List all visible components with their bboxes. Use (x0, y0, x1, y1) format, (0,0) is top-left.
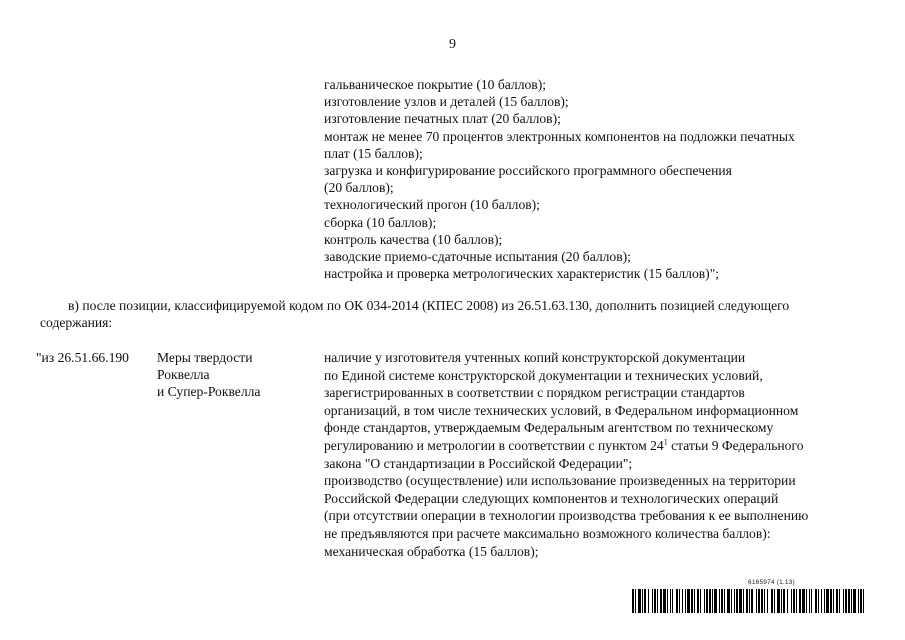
barcode-bar (709, 589, 711, 613)
requirement-line-with-footnote (324, 437, 869, 455)
barcode-bar (863, 589, 864, 613)
barcode-bar (704, 589, 705, 613)
barcode-bar (848, 589, 850, 613)
requirement-line: не предъявляются при расчете максимально возможного количества баллов): (324, 525, 771, 541)
barcode-bar (632, 589, 634, 613)
barcode-bar (758, 589, 760, 613)
barcode-bar (719, 589, 720, 613)
list-item: настройка и проверка метрологических характеристик (15 баллов)"; (324, 266, 720, 282)
barcode-bar (644, 589, 646, 613)
list-item: заводские приемо-сдаточные испытания (20 баллов); (324, 249, 631, 265)
requirement-line: фонде стандартов, утверждаемым Федеральным агентством по техническому (324, 420, 774, 436)
barcode-bar (771, 589, 773, 613)
list-item: плат (15 баллов); (324, 145, 423, 161)
list-item: сборка (10 баллов); (324, 214, 437, 230)
barcode-bar (712, 589, 713, 613)
product-name-line: Роквелла (157, 367, 210, 383)
barcode-bar (706, 589, 708, 613)
barcode-bar (811, 589, 812, 613)
criteria-list (324, 76, 864, 282)
requirement-line: зарегистрированных в соответствии с порядком регистрации стандартов (324, 385, 745, 401)
list-item: изготовление печатных плат (20 баллов); (324, 111, 561, 127)
barcode-bar (682, 589, 683, 613)
barcode-bar (836, 589, 838, 613)
barcode-bar (642, 589, 643, 613)
list-item: монтаж не менее 70 процентов электронных компонентов на подложки печатных (324, 128, 795, 144)
paragraph-line: в) после позиции, классифицируемой кодом по ОК 034-2014 (КПЕС 2008) из 26.51.63.130, дополнить позицией следующего (68, 298, 790, 313)
barcode-bar (821, 589, 822, 613)
requirement-line: механическая обработка (15 баллов); (324, 543, 539, 559)
barcode-bar (635, 589, 636, 613)
barcode-bar (685, 589, 686, 613)
barcode-bar (724, 589, 725, 613)
barcode-bar (839, 589, 840, 613)
barcode-bar (777, 589, 780, 613)
barcode-bar (652, 589, 653, 613)
barcode-bar (676, 589, 678, 613)
amendment-paragraph (40, 297, 880, 331)
barcode-bar (756, 589, 757, 613)
barcode-bar (672, 589, 673, 613)
barcode-bar (858, 589, 859, 613)
barcode-bar (787, 589, 788, 613)
list-item: изготовление узлов и деталей (15 баллов); (324, 94, 569, 110)
barcode (632, 589, 864, 613)
document-id: 6165974 (1.13) (748, 579, 795, 586)
barcode-bar (736, 589, 738, 613)
barcode-bar (824, 589, 825, 613)
barcode-bar (843, 589, 844, 613)
list-item: контроль качества (10 баллов); (324, 231, 503, 247)
barcode-bar (727, 589, 730, 613)
barcode-bar (670, 589, 671, 613)
barcode-bar (691, 589, 693, 613)
list-item: гальваническое покрытие (10 баллов); (324, 77, 547, 92)
barcode-bar (654, 589, 656, 613)
barcode-bar (648, 589, 649, 613)
barcode-bar (774, 589, 775, 613)
requirement-line: организаций, в том числе технических условий, в Федеральном информационном (324, 402, 799, 418)
barcode-bar (746, 589, 748, 613)
barcode-bar (679, 589, 680, 613)
barcode-bar (791, 589, 792, 613)
requirement-line: наличие у изготовителя учтенных копий конструкторской документации (324, 350, 746, 365)
barcode-bar (830, 589, 832, 613)
barcode-bar (700, 589, 701, 613)
requirement-line: по Единой системе конструкторской документации и технических условий, (324, 367, 763, 383)
barcode-bar (764, 589, 765, 613)
barcode-bar (739, 589, 742, 613)
barcode-bar (783, 589, 785, 613)
requirement-text: регулированию и метрологии в соответствии с пунктом 24 (324, 437, 664, 453)
barcode-bar (796, 589, 797, 613)
barcode-bar (743, 589, 744, 613)
barcode-bar (751, 589, 753, 613)
product-requirements (324, 349, 869, 560)
barcode-bar (851, 589, 852, 613)
barcode-bar (694, 589, 695, 613)
barcode-bar (767, 589, 768, 613)
product-code: "из 26.51.66.190 (36, 350, 129, 365)
requirement-line: Российской Федерации следующих компонентов и технологических операций (324, 490, 779, 506)
barcode-bar (749, 589, 750, 613)
barcode-bar (687, 589, 690, 613)
barcode-bar (761, 589, 763, 613)
requirement-line: производство (осуществление) или использование произведенных на территории (324, 473, 796, 489)
footnote-superscript: 1 (663, 437, 668, 447)
barcode-bar (815, 589, 817, 613)
barcode-bar (714, 589, 717, 613)
list-item: загрузка и конфигурирование российского программного обеспечения (324, 163, 732, 179)
barcode-bar (806, 589, 807, 613)
barcode-bar (663, 589, 666, 613)
product-name-line: Меры твердости (157, 350, 253, 365)
barcode-bar (734, 589, 735, 613)
barcode-bar (781, 589, 782, 613)
page-number: 9 (449, 37, 456, 52)
barcode-bar (667, 589, 668, 613)
paragraph-line: содержания: (40, 315, 113, 331)
requirement-line: закона "О стандартизации в Российской Федерации"; (324, 455, 633, 471)
barcode-bar (818, 589, 819, 613)
product-name (157, 349, 260, 401)
barcode-bar (833, 589, 834, 613)
barcode-bar (731, 589, 732, 613)
barcode-bar (799, 589, 801, 613)
barcode-bar (721, 589, 723, 613)
requirement-text: статьи 9 Федерального (667, 437, 804, 453)
product-name-line: и Супер-Роквелла (157, 384, 261, 400)
barcode-bar (809, 589, 810, 613)
barcode-bar (638, 589, 641, 613)
list-item: технологический прогон (10 баллов); (324, 197, 540, 213)
barcode-bar (697, 589, 699, 613)
barcode-bar (793, 589, 795, 613)
barcode-bar (860, 589, 862, 613)
barcode-bar (845, 589, 847, 613)
barcode-bar (853, 589, 856, 613)
barcode-bar (826, 589, 829, 613)
list-item: (20 баллов); (324, 180, 394, 196)
requirement-line: (при отсутствии операции в технологии производства требования к ее выполнению (324, 508, 809, 524)
barcode-bar (660, 589, 662, 613)
barcode-bar (657, 589, 658, 613)
barcode-bar (802, 589, 805, 613)
